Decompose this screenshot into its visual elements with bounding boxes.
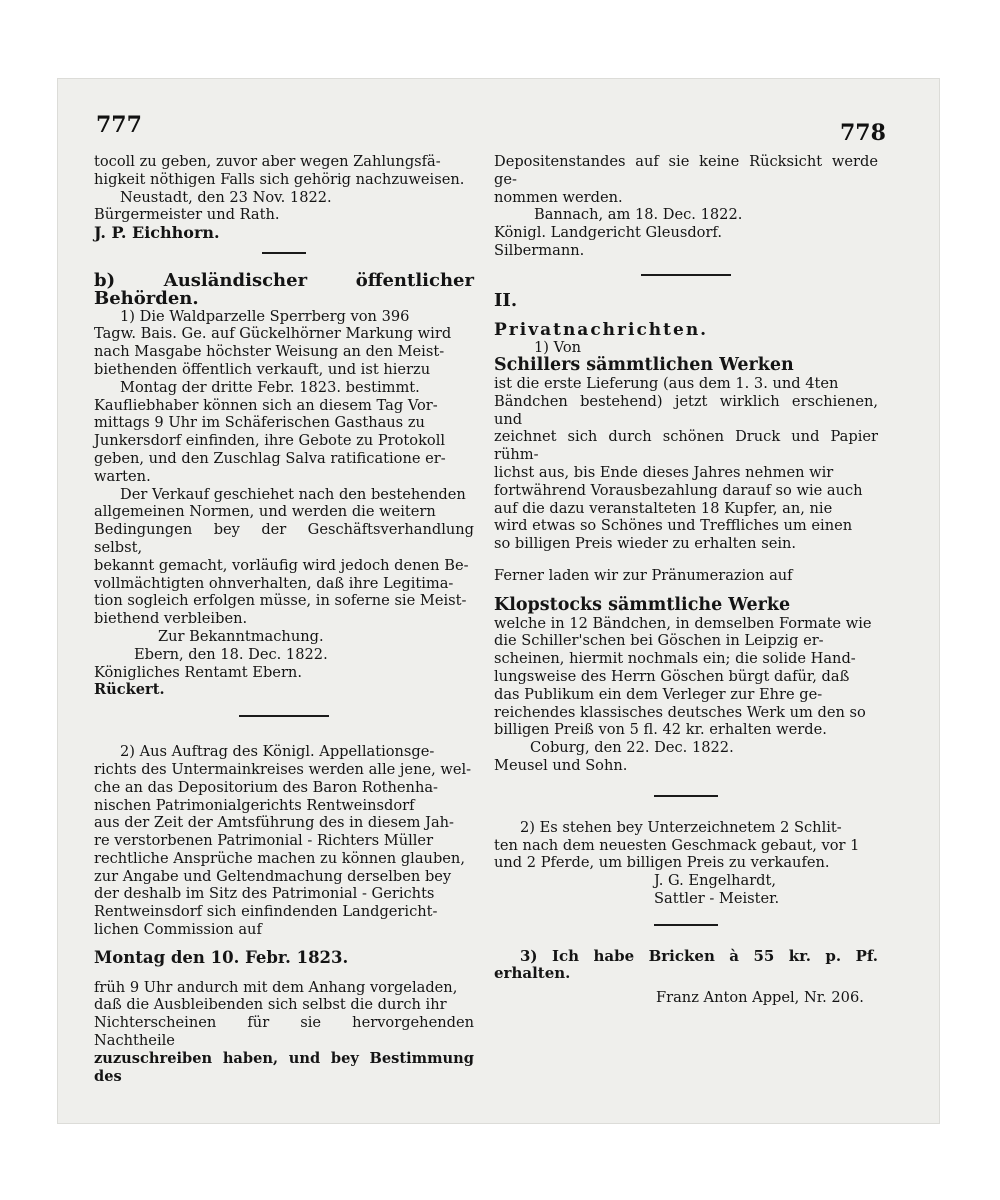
notice-2-line: Nichterscheinen für sie hervorgehenden Nachtheile	[94, 1014, 474, 1050]
item-1-line: Bändchen bestehend) jetzt wirklich erschienen, und	[494, 392, 878, 428]
notice-1-line: Tagw. Bais. Ge. auf Gückelhörner Markung wird	[94, 325, 452, 343]
item-2-line: 2) Es stehen bey Unterzeichnetem 2 Schlit-	[520, 818, 842, 836]
item-1-line: zeichnet sich durch schönen Druck und Papier rühm-	[494, 428, 878, 464]
notice-2-line: rechtliche Ansprüche machen zu können glauben,	[94, 849, 465, 867]
notice-2-line: Rentweinsdorf sich einfindenden Landgericht-	[94, 903, 438, 921]
divider	[654, 795, 718, 797]
intro-line: tocoll zu geben, zuvor aber wegen Zahlungsfä-	[94, 153, 441, 170]
klopstock-line: welche in 12 Bändchen, in demselben Formate wie	[494, 614, 872, 632]
notice-1-line: Kaufliebhaber können sich an diesem Tag Vor-	[94, 396, 438, 414]
section-heading-b: b) Ausländischer öffentlicher Behörden.	[94, 269, 474, 309]
notice-2-line: che an das Depositorium des Baron Rothenha-	[94, 778, 438, 796]
notice-1-line: mittags 9 Uhr im Schäferischen Gasthaus zu	[94, 414, 425, 432]
klopstock-line: scheinen, hiermit nochmals ein; die solide Hand-	[494, 650, 856, 668]
meusel-signature: Meusel und Sohn.	[494, 756, 628, 774]
notice-1-sign: Zur Bekanntmachung.	[158, 627, 324, 645]
signature-name: J. P. Eichhorn.	[94, 223, 220, 243]
notice-1-sign: Rückert.	[94, 681, 165, 699]
signature-council: Bürgermeister und Rath.	[94, 206, 280, 224]
notice-1-line: vollmächtigten ohnverhalten, daß ihre Legitima-	[94, 574, 454, 592]
item-1-line: ist die erste Lieferung (aus dem 1. 3. und 4ten	[494, 374, 839, 392]
item-1-line: wird etwas so Schönes und Treffliches um einen	[494, 517, 853, 535]
item-3-line: 3) Ich habe Bricken à 55 kr. p. Pf. erhalten.	[494, 946, 878, 983]
divider	[262, 252, 306, 254]
item-1-line: so billigen Preis wieder zu erhalten sein.	[494, 535, 797, 553]
notice-1-line: Der Verkauf geschiehet nach den bestehenden	[120, 485, 466, 503]
notice-1-line: Junkersdorf einfinden, ihre Gebote zu Protokoll	[94, 432, 446, 450]
notice-2-line: daß die Ausbleibenden sich selbst die durch ihr	[94, 996, 447, 1014]
divider	[654, 924, 718, 926]
dateline: Neustadt, den 23 Nov. 1822.	[120, 188, 332, 206]
notice-1-line: bekannt gemacht, vorläufig wird jedoch denen Be-	[94, 556, 469, 574]
right-column	[494, 153, 878, 1007]
notice-2-line: nischen Patrimonialgerichts Rentweinsdorf	[94, 796, 415, 814]
notice-2-line: aus der Zeit der Amtsführung des in diesem Jah-	[94, 814, 454, 832]
item-3-signature: Franz Anton Appel, Nr. 206.	[656, 989, 864, 1007]
dateline: Bannach, am 18. Dec. 1822.	[534, 206, 743, 224]
coburg-dateline: Coburg, den 22. Dec. 1822.	[530, 739, 734, 757]
notice-1-line: 1) Die Waldparzelle Sperrberg von 396	[120, 307, 410, 325]
notice-2-date: Montag den 10. Febr. 1823.	[94, 947, 349, 967]
notice-1-line: nach Masgabe höchster Weisung an den Meist-	[94, 343, 445, 361]
klopstock-line: billigen Preiß von 5 fl. 42 kr. erhalten werde.	[494, 721, 827, 739]
klopstock-title: Klopstocks sämmtliche Werke	[494, 594, 791, 615]
klopstock-line: die Schiller'schen bei Göschen in Leipzig er-	[494, 632, 824, 650]
divider	[239, 715, 329, 717]
item-2-signature: Sattler - Meister.	[654, 889, 780, 907]
top-line: nommen werden.	[494, 188, 623, 206]
notice-1-date: Montag der dritte Febr. 1823. bestimmt.	[120, 378, 420, 396]
notice-2-line: lichen Commission auf	[94, 921, 262, 939]
item-1-prefix: 1) Von	[534, 339, 582, 357]
notice-1-line: biethenden öffentlich verkauft, und ist hierzu	[94, 360, 431, 378]
notice-1-sign: Königliches Rentamt Ebern.	[94, 663, 302, 681]
notice-2-line: der deshalb im Sitz des Patrimonial - Gerichts	[94, 885, 435, 903]
klopstock-line: das Publikum ein dem Verleger zur Ehre ge-	[494, 685, 823, 703]
notice-2-line: zur Angabe und Geltendmachung derselben bey	[94, 867, 452, 885]
item-2-line: ten nach dem neuesten Geschmack gebaut, vor 1	[494, 836, 860, 854]
notice-2-line: zuzuschreiben haben, und bey Bestimmung des	[94, 1049, 474, 1085]
item-2-line: und 2 Pferde, um billigen Preis zu verkaufen.	[494, 854, 830, 872]
left-column	[94, 153, 474, 1085]
divider	[641, 274, 731, 276]
notice-1-line: biethend verbleiben.	[94, 610, 248, 628]
item-1-line: auf die dazu veranstalteten 18 Kupfer, an, nie	[494, 499, 833, 517]
section-number: II.	[494, 289, 518, 311]
item-1-title: Schillers sämmtlichen Werken	[494, 355, 794, 376]
top-line: Depositenstandes auf sie keine Rücksicht werde ge-	[494, 153, 878, 188]
klopstock-line: lungsweise des Herrn Göschen bürgt dafür, daß	[494, 667, 850, 685]
item-1-line: fortwährend Vorausbezahlung darauf so wie auch	[494, 481, 863, 499]
notice-1-line: tion sogleich erfolgen müsse, in soferne sie Meist-	[94, 592, 467, 610]
signature-name: Silbermann.	[494, 241, 585, 259]
klopstock-line: reichendes klassisches deutsches Werk um den so	[494, 703, 866, 721]
page-number-right: 778	[840, 120, 886, 146]
notice-1-line: geben, und den Zuschlag Salva ratificatione er-	[94, 449, 446, 467]
item-2-signature: J. G. Engelhardt,	[654, 872, 777, 890]
signature-court: Königl. Landgericht Gleusdorf.	[494, 224, 722, 242]
ferner-line: Ferner laden wir zur Pränumerazion auf	[494, 566, 793, 584]
notice-1-line: allgemeinen Normen, und werden die weitern	[94, 503, 436, 521]
notice-1-line: Bedingungen bey der Geschäftsverhandlung selbst,	[94, 521, 474, 556]
item-1-line: lichst aus, bis Ende dieses Jahres nehmen wir	[494, 463, 834, 481]
intro-line: higkeit nöthigen Falls sich gehörig nachzuweisen.	[94, 170, 465, 188]
notice-1-line: warten.	[94, 467, 151, 485]
page-number-left: 777	[96, 112, 142, 138]
notice-2-line: 2) Aus Auftrag des Königl. Appellationsge-	[120, 743, 435, 761]
notice-2-line: richts des Untermainkreises werden alle jene, wel-	[94, 760, 472, 778]
notice-2-line: früh 9 Uhr andurch mit dem Anhang vorgeladen,	[94, 978, 458, 996]
notice-2-line: re verstorbenen Patrimonial - Richters Müller	[94, 832, 434, 850]
section-title: Privatnachrichten.	[494, 319, 709, 340]
notice-1-sign: Ebern, den 18. Dec. 1822.	[134, 645, 328, 663]
